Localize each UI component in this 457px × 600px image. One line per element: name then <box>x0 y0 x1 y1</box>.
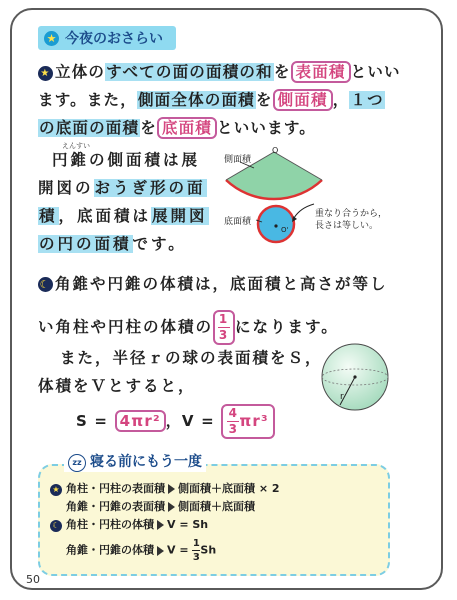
arrow-icon <box>157 546 164 556</box>
text: 体積をＶとすると， <box>38 377 196 395</box>
side-area-label: 側面積 <box>224 155 252 165</box>
text: を <box>273 63 291 81</box>
base-circle <box>258 206 294 242</box>
review-rhs: V = Sh <box>167 518 209 531</box>
fraction-denominator: 3 <box>228 422 239 436</box>
text: 角錐や円錐の体積は，底面積と高さが等し <box>55 275 388 293</box>
formula-v-label: V = <box>181 412 215 430</box>
text: 側面積は展 <box>107 151 201 169</box>
arrow-icon <box>168 484 175 494</box>
text: また，半径ｒの球の表面積をＳ， <box>60 349 323 367</box>
section-title: 今夜のおさらい <box>65 31 163 47</box>
review-title <box>64 452 206 472</box>
volume-line-1 <box>38 272 388 296</box>
cone-line-4 <box>38 232 187 256</box>
text: ， <box>165 412 182 430</box>
formula-line <box>76 404 275 439</box>
cone-line-1 <box>52 148 200 172</box>
note-line-1: 重なり合うから， <box>315 209 388 219</box>
review-rhs: V = <box>167 543 189 557</box>
intro-line-3 <box>38 116 316 140</box>
moon-icon: ☾ <box>50 520 62 532</box>
star-icon: ★ <box>38 66 53 81</box>
moon-icon: ☾ <box>39 278 52 291</box>
review-rhs-tail: Sh <box>200 543 217 557</box>
fraction-numerator: 4 <box>228 406 239 420</box>
text: 円錐の <box>52 151 108 169</box>
sphere-diagram <box>318 340 392 414</box>
highlight-text: おうぎ形の面 <box>94 179 206 197</box>
text: 開図の <box>38 179 94 197</box>
fraction-denominator: 3 <box>192 552 200 563</box>
note-arrow <box>294 204 314 218</box>
text: を <box>255 91 273 109</box>
star-icon: ★ <box>44 31 59 46</box>
review-lhs: 角柱・円柱の表面積 <box>66 482 165 495</box>
text: ます。また， <box>38 91 137 109</box>
formula-v-box <box>221 404 274 439</box>
cone-line-3 <box>38 204 209 228</box>
text: です。 <box>132 235 187 253</box>
one-third-box <box>213 310 235 345</box>
highlight-text: の底面の面積 <box>39 119 140 137</box>
radius-label: r <box>340 392 344 402</box>
fraction-numerator: 1 <box>192 538 200 549</box>
text: といいます。 <box>217 119 316 137</box>
review-lhs: 角錐・円錐の表面積 <box>66 500 165 513</box>
review-lhs: 角柱・円柱の体積 <box>66 518 154 531</box>
volume-line-4 <box>38 374 196 398</box>
highlight-text: すべての面の面積の和 <box>106 63 273 81</box>
text: といい <box>350 63 401 81</box>
formula-s-label: S = <box>76 412 109 430</box>
review-rhs: 側面積＋底面積 × 2 <box>178 482 280 495</box>
center-label: O' <box>281 226 289 234</box>
highlight-text: 展開図 <box>152 207 208 225</box>
formula-s-box: 4πr² <box>115 410 166 432</box>
text: い角柱や円柱の体積の <box>38 318 214 336</box>
term-box: 底面積 <box>157 117 217 139</box>
star-icon: ★ <box>50 484 62 496</box>
arrow-icon <box>157 520 164 530</box>
intro-line-2 <box>38 88 385 112</box>
formula-v-rest: πr³ <box>239 412 269 430</box>
fraction-denominator: 3 <box>218 328 230 342</box>
volume-line-2 <box>38 310 339 345</box>
note-line-2: 長さは等しい。 <box>315 221 379 231</box>
review-lhs: 角錐・円錐の体積 <box>66 543 154 557</box>
intro-line-1 <box>38 60 401 84</box>
highlight-text: 側面全体の面積 <box>137 91 255 109</box>
section-tab <box>38 26 176 50</box>
highlight-text: １つ <box>350 91 384 109</box>
highlight-text: 積 <box>39 207 58 225</box>
sleep-icon: zz <box>68 454 86 472</box>
review-title-text: 寝る前にもう一度 <box>90 454 202 470</box>
term-box: 側面積 <box>273 89 333 111</box>
review-row-4 <box>66 538 216 563</box>
text: を <box>140 119 157 137</box>
review-row-3 <box>50 516 208 534</box>
review-row-1 <box>50 480 280 498</box>
highlight-text: の円の面積 <box>39 235 132 253</box>
volume-line-3 <box>60 346 323 370</box>
ruby-text: えんすい <box>62 142 90 150</box>
cone-line-2 <box>38 176 207 200</box>
arrow-icon <box>168 502 175 512</box>
term-box: 表面積 <box>291 61 351 83</box>
review-row-2 <box>66 498 255 516</box>
text: ，底面積は <box>58 207 152 225</box>
center-dot <box>274 224 277 227</box>
base-area-label: 底面積 <box>224 217 252 227</box>
review-rhs: 側面積＋底面積 <box>178 500 255 513</box>
apex-label: O <box>272 146 279 155</box>
page-number: 50 <box>26 573 40 586</box>
text: 立体の <box>55 63 106 81</box>
text: ， <box>332 91 350 109</box>
text: になります。 <box>235 318 339 336</box>
fraction-numerator: 1 <box>218 312 230 326</box>
